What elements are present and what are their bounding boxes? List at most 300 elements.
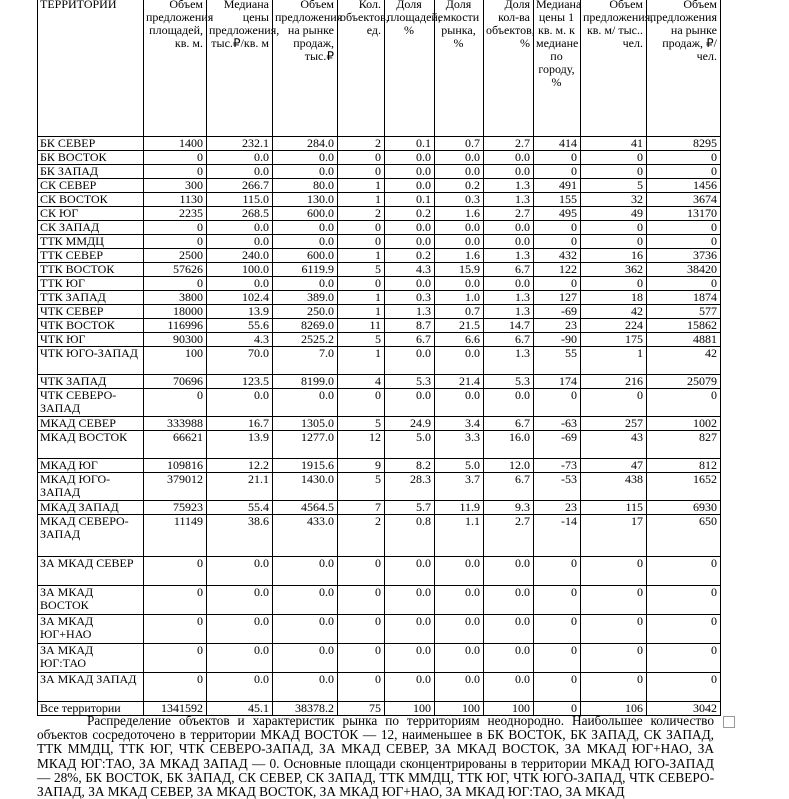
- table-row: [38, 673, 721, 702]
- value-cell: 12.0: [484, 459, 534, 473]
- value-cell: 5.0: [435, 459, 484, 473]
- value-cell: 70696: [144, 375, 207, 389]
- value-cell: 0.0: [484, 586, 534, 615]
- header-col-4: Кол. объектов, ед.: [338, 0, 385, 137]
- territory-name-cell: МКАД СЕВЕР: [38, 417, 144, 431]
- header-col-5: Доля площадей, %: [385, 0, 435, 137]
- territory-name-cell: СК СЕВЕР: [38, 179, 144, 193]
- territory-name-cell: МКАД СЕВЕРО-ЗАПАД: [38, 515, 144, 557]
- value-cell: 0: [144, 389, 207, 417]
- table-row: [38, 291, 721, 305]
- table-row: [38, 263, 721, 277]
- value-cell: 122: [534, 263, 581, 277]
- value-cell: 16.0: [484, 431, 534, 459]
- value-cell: 38420: [647, 263, 721, 277]
- value-cell: 0: [338, 557, 385, 586]
- value-cell: 0: [338, 235, 385, 249]
- table-row: [38, 644, 721, 673]
- territory-market-table: [37, 0, 721, 716]
- value-cell: 1.0: [435, 291, 484, 305]
- value-cell: 90300: [144, 333, 207, 347]
- value-cell: 1: [338, 249, 385, 263]
- value-cell: 0.2: [435, 179, 484, 193]
- value-cell: 577: [647, 305, 721, 319]
- value-cell: 0: [338, 673, 385, 702]
- territory-name-cell: ТТК ВОСТОК: [38, 263, 144, 277]
- value-cell: 0.0: [207, 644, 273, 673]
- value-cell: 18000: [144, 305, 207, 319]
- value-cell: 5.3: [385, 375, 435, 389]
- table-row: [38, 249, 721, 263]
- value-cell: 0.1: [385, 193, 435, 207]
- value-cell: 0.3: [435, 193, 484, 207]
- value-cell: 250.0: [273, 305, 338, 319]
- territory-name-cell: ЗА МКАД СЕВЕР: [38, 557, 144, 586]
- value-cell: 0.0: [435, 277, 484, 291]
- territory-name-cell: МКАД ВОСТОК: [38, 431, 144, 459]
- header-col-6: Доля емкости рынка, %: [435, 0, 484, 137]
- value-cell: 14.7: [484, 319, 534, 333]
- value-cell: 491: [534, 179, 581, 193]
- value-cell: 300: [144, 179, 207, 193]
- value-cell: 0: [581, 165, 647, 179]
- value-cell: 0: [144, 165, 207, 179]
- territory-name-cell: ЗА МКАД ВОСТОК: [38, 586, 144, 615]
- value-cell: 0: [144, 277, 207, 291]
- value-cell: 6.7: [484, 263, 534, 277]
- territory-name-cell: ТТК ЗАПАД: [38, 291, 144, 305]
- value-cell: 55: [534, 347, 581, 375]
- value-cell: 3042: [647, 702, 721, 716]
- value-cell: 13170: [647, 207, 721, 221]
- value-cell: 16: [581, 249, 647, 263]
- value-cell: 0.0: [273, 615, 338, 644]
- territory-name-cell: ЗА МКАД ЮГ:ТАО: [38, 644, 144, 673]
- value-cell: 0.0: [435, 673, 484, 702]
- table-row: [38, 221, 721, 235]
- value-cell: 1130: [144, 193, 207, 207]
- table-row: [38, 586, 721, 615]
- territory-name-cell: ЧТК ЗАПАД: [38, 375, 144, 389]
- value-cell: 0.8: [385, 515, 435, 557]
- value-cell: 127: [534, 291, 581, 305]
- value-cell: 2235: [144, 207, 207, 221]
- value-cell: 0.0: [385, 151, 435, 165]
- value-cell: 55.6: [207, 319, 273, 333]
- value-cell: 12: [338, 431, 385, 459]
- value-cell: 2: [338, 515, 385, 557]
- value-cell: 1.3: [385, 305, 435, 319]
- value-cell: 0.0: [273, 151, 338, 165]
- territory-name-cell: ТТК СЕВЕР: [38, 249, 144, 263]
- value-cell: 0.2: [385, 249, 435, 263]
- value-cell: 0.2: [385, 207, 435, 221]
- value-cell: 0.0: [484, 557, 534, 586]
- value-cell: 0.0: [273, 557, 338, 586]
- value-cell: 24.9: [385, 417, 435, 431]
- table-row: [38, 179, 721, 193]
- value-cell: 0.0: [207, 165, 273, 179]
- value-cell: 0: [581, 586, 647, 615]
- value-cell: 4881: [647, 333, 721, 347]
- value-cell: 1.6: [435, 249, 484, 263]
- value-cell: 0: [581, 389, 647, 417]
- value-cell: -73: [534, 459, 581, 473]
- value-cell: 1456: [647, 179, 721, 193]
- territory-name-cell: БК СЕВЕР: [38, 137, 144, 151]
- analysis-paragraph: Распределение объектов и характеристик рынка по территориям неоднородно. Наибольшее количество объектов сосредоточено в территории МКАД ВОСТОК — 12, наименьшее в БК ВОСТОК, БК ЗАПАД, СК ЗАПАД, ТТК ММДЦ, ТТК ЮГ, ЧТК СЕВЕРО-ЗАПАД, ЗА МКАД СЕВЕР, ЗА МКАД ВОСТОК, ЗА МКАД ЮГ+НАО, ЗА МКАД ЮГ:ТАО, ЗА МКАД ЗАПАД — 0. Основные площади сконцентрированы в территории МКАД ЮГО-ЗАПАД — 28%, БК ВОСТОК, БК ЗАПАД, СК СЕВЕР, СК ЗАПАД, ТТК ММДЦ, ТТК ЮГ, ЧТК ЮГО-ЗАПАД, ЧТК СЕВЕРО-ЗАПАД, ЗА МКАД СЕВЕР, ЗА МКАД ВОСТОК, ЗА МКАД ЮГ+НАО, ЗА МКАД ЮГ:ТАО, ЗА МКАД: [37, 713, 714, 799]
- value-cell: 0.0: [207, 277, 273, 291]
- value-cell: 70.0: [207, 347, 273, 375]
- header-col-3: Объем предложения на рынке продаж, тыс.₽: [273, 0, 338, 137]
- value-cell: 362: [581, 263, 647, 277]
- value-cell: 0: [144, 235, 207, 249]
- value-cell: 1.3: [484, 179, 534, 193]
- value-cell: 6.7: [484, 473, 534, 501]
- table-row: [38, 473, 721, 501]
- value-cell: 0: [534, 557, 581, 586]
- value-cell: 379012: [144, 473, 207, 501]
- value-cell: 0.0: [273, 673, 338, 702]
- value-cell: 0: [144, 586, 207, 615]
- value-cell: 257: [581, 417, 647, 431]
- value-cell: 15862: [647, 319, 721, 333]
- value-cell: 232.1: [207, 137, 273, 151]
- table-row: [38, 333, 721, 347]
- value-cell: 0.0: [435, 557, 484, 586]
- value-cell: 38.6: [207, 515, 273, 557]
- value-cell: 216: [581, 375, 647, 389]
- table-row: [38, 165, 721, 179]
- value-cell: -69: [534, 431, 581, 459]
- value-cell: 3.4: [435, 417, 484, 431]
- value-cell: 0: [534, 165, 581, 179]
- territory-name-cell: СК ЗАПАД: [38, 221, 144, 235]
- table-row: [38, 615, 721, 644]
- value-cell: 0: [144, 151, 207, 165]
- value-cell: 0.0: [207, 151, 273, 165]
- value-cell: 0.0: [435, 347, 484, 375]
- value-cell: 0.0: [484, 165, 534, 179]
- value-cell: 0.0: [385, 235, 435, 249]
- value-cell: 0.0: [484, 221, 534, 235]
- value-cell: 0.0: [207, 615, 273, 644]
- value-cell: 80.0: [273, 179, 338, 193]
- value-cell: 55.4: [207, 501, 273, 515]
- value-cell: 0: [144, 557, 207, 586]
- value-cell: 3674: [647, 193, 721, 207]
- value-cell: 0: [534, 389, 581, 417]
- value-cell: 0: [581, 615, 647, 644]
- value-cell: 0.0: [435, 221, 484, 235]
- value-cell: 100: [484, 702, 534, 716]
- value-cell: 49: [581, 207, 647, 221]
- value-cell: 0.0: [484, 644, 534, 673]
- table-row: [38, 347, 721, 375]
- value-cell: 0: [534, 277, 581, 291]
- territory-name-cell: ЧТК СЕВЕРО-ЗАПАД: [38, 389, 144, 417]
- value-cell: 1: [581, 347, 647, 375]
- value-cell: 0: [581, 557, 647, 586]
- value-cell: 0.0: [385, 389, 435, 417]
- territory-name-cell: ЗА МКАД ЮГ+НАО: [38, 615, 144, 644]
- value-cell: 0: [338, 586, 385, 615]
- value-cell: 4.3: [207, 333, 273, 347]
- value-cell: 0: [581, 235, 647, 249]
- value-cell: 2525.2: [273, 333, 338, 347]
- value-cell: 0.0: [385, 673, 435, 702]
- value-cell: 1.3: [484, 249, 534, 263]
- value-cell: 827: [647, 431, 721, 459]
- value-cell: 102.4: [207, 291, 273, 305]
- territory-name-cell: БК ЗАПАД: [38, 165, 144, 179]
- value-cell: 0: [144, 221, 207, 235]
- value-cell: 0.7: [435, 137, 484, 151]
- value-cell: 28.3: [385, 473, 435, 501]
- value-cell: 2.7: [484, 207, 534, 221]
- value-cell: 5: [581, 179, 647, 193]
- value-cell: 100: [144, 347, 207, 375]
- value-cell: 0: [338, 165, 385, 179]
- value-cell: 0.0: [273, 389, 338, 417]
- header-territory: ТЕРРИТОРИИ: [38, 0, 144, 137]
- value-cell: 0.0: [435, 615, 484, 644]
- value-cell: 11: [338, 319, 385, 333]
- value-cell: 0.0: [207, 673, 273, 702]
- value-cell: 0: [338, 615, 385, 644]
- table-row: [38, 235, 721, 249]
- table-row: [38, 305, 721, 319]
- value-cell: 7: [338, 501, 385, 515]
- value-cell: 100.0: [207, 263, 273, 277]
- table-row: [38, 417, 721, 431]
- value-cell: 8269.0: [273, 319, 338, 333]
- value-cell: 8.7: [385, 319, 435, 333]
- value-cell: 0.0: [435, 586, 484, 615]
- territory-name-cell: ЧТК СЕВЕР: [38, 305, 144, 319]
- value-cell: 0.0: [273, 586, 338, 615]
- header-col-1: Объем предложения площадей, кв. м.: [144, 0, 207, 137]
- value-cell: 0: [647, 235, 721, 249]
- table-row: [38, 459, 721, 473]
- value-cell: 6.6: [435, 333, 484, 347]
- header-col-10: Объем предложения на рынке продаж, ₽/чел.: [647, 0, 721, 137]
- value-cell: 0.0: [435, 644, 484, 673]
- value-cell: 6.7: [385, 333, 435, 347]
- value-cell: 1400: [144, 137, 207, 151]
- value-cell: 11.9: [435, 501, 484, 515]
- value-cell: 268.5: [207, 207, 273, 221]
- value-cell: 0.0: [385, 586, 435, 615]
- value-cell: 0.0: [273, 235, 338, 249]
- value-cell: 1: [338, 193, 385, 207]
- value-cell: 4.3: [385, 263, 435, 277]
- value-cell: 0.0: [435, 165, 484, 179]
- value-cell: 13.9: [207, 305, 273, 319]
- territory-name-cell: ЗА МКАД ЗАПАД: [38, 673, 144, 702]
- value-cell: 6930: [647, 501, 721, 515]
- value-cell: 2500: [144, 249, 207, 263]
- value-cell: 1002: [647, 417, 721, 431]
- value-cell: 0: [338, 389, 385, 417]
- table-row: [38, 389, 721, 417]
- value-cell: 0: [534, 221, 581, 235]
- value-cell: 0.0: [435, 389, 484, 417]
- value-cell: 0: [647, 165, 721, 179]
- value-cell: 47: [581, 459, 647, 473]
- value-cell: 1: [338, 291, 385, 305]
- content-control-handle[interactable]: [723, 716, 735, 728]
- value-cell: 16.7: [207, 417, 273, 431]
- value-cell: 75923: [144, 501, 207, 515]
- value-cell: -14: [534, 515, 581, 557]
- value-cell: 4: [338, 375, 385, 389]
- value-cell: 333988: [144, 417, 207, 431]
- table-body: [38, 137, 721, 716]
- value-cell: 0.0: [435, 151, 484, 165]
- value-cell: 240.0: [207, 249, 273, 263]
- value-cell: 116996: [144, 319, 207, 333]
- value-cell: 0: [144, 673, 207, 702]
- value-cell: 6.7: [484, 417, 534, 431]
- value-cell: 0.7: [435, 305, 484, 319]
- value-cell: 5: [338, 417, 385, 431]
- value-cell: 17: [581, 515, 647, 557]
- value-cell: 0.3: [385, 291, 435, 305]
- value-cell: 600.0: [273, 249, 338, 263]
- table-row: [38, 501, 721, 515]
- value-cell: 13.9: [207, 431, 273, 459]
- value-cell: 495: [534, 207, 581, 221]
- territory-name-cell: ЧТК ВОСТОК: [38, 319, 144, 333]
- territory-name-cell: ЧТК ЮГ: [38, 333, 144, 347]
- value-cell: 174: [534, 375, 581, 389]
- value-cell: 0: [534, 586, 581, 615]
- territory-name-cell: Все территории: [38, 702, 144, 716]
- value-cell: 3.3: [435, 431, 484, 459]
- value-cell: 0.0: [207, 235, 273, 249]
- value-cell: 812: [647, 459, 721, 473]
- value-cell: 0.0: [484, 277, 534, 291]
- value-cell: 0: [581, 221, 647, 235]
- value-cell: 0.0: [484, 615, 534, 644]
- value-cell: 21.4: [435, 375, 484, 389]
- value-cell: 5: [338, 333, 385, 347]
- value-cell: 0.0: [484, 389, 534, 417]
- value-cell: 75: [338, 702, 385, 716]
- value-cell: 0.0: [207, 557, 273, 586]
- table-row: [38, 319, 721, 333]
- table-row: [38, 207, 721, 221]
- value-cell: 0: [534, 235, 581, 249]
- value-cell: 100: [435, 702, 484, 716]
- value-cell: 15.9: [435, 263, 484, 277]
- territory-name-cell: СК ЮГ: [38, 207, 144, 221]
- value-cell: 0: [534, 615, 581, 644]
- value-cell: 0.0: [273, 277, 338, 291]
- value-cell: 284.0: [273, 137, 338, 151]
- value-cell: 1652: [647, 473, 721, 501]
- value-cell: 2: [338, 137, 385, 151]
- value-cell: 100: [385, 702, 435, 716]
- value-cell: 3.7: [435, 473, 484, 501]
- value-cell: 0: [647, 151, 721, 165]
- value-cell: 0: [338, 221, 385, 235]
- value-cell: 0.0: [273, 644, 338, 673]
- value-cell: 0.0: [385, 179, 435, 193]
- territory-name-cell: ТТК ММДЦ: [38, 235, 144, 249]
- value-cell: 23: [534, 319, 581, 333]
- value-cell: 0: [647, 557, 721, 586]
- value-cell: 414: [534, 137, 581, 151]
- value-cell: 0: [338, 277, 385, 291]
- value-cell: 0: [581, 277, 647, 291]
- value-cell: 0: [534, 151, 581, 165]
- value-cell: 0.0: [385, 277, 435, 291]
- value-cell: 1305.0: [273, 417, 338, 431]
- value-cell: 0.0: [484, 235, 534, 249]
- value-cell: 0.0: [385, 221, 435, 235]
- value-cell: 6119.9: [273, 263, 338, 277]
- value-cell: 5: [338, 473, 385, 501]
- value-cell: 0.0: [207, 389, 273, 417]
- value-cell: 0: [581, 673, 647, 702]
- value-cell: 9: [338, 459, 385, 473]
- value-cell: 0: [534, 673, 581, 702]
- value-cell: 32: [581, 193, 647, 207]
- value-cell: 650: [647, 515, 721, 557]
- value-cell: 1.6: [435, 207, 484, 221]
- value-cell: 6.7: [484, 333, 534, 347]
- value-cell: 1.3: [484, 291, 534, 305]
- value-cell: 21.1: [207, 473, 273, 501]
- value-cell: 130.0: [273, 193, 338, 207]
- value-cell: 7.0: [273, 347, 338, 375]
- table-row: [38, 277, 721, 291]
- value-cell: 0: [338, 644, 385, 673]
- value-cell: 0: [647, 586, 721, 615]
- value-cell: 42: [581, 305, 647, 319]
- value-cell: 0: [581, 151, 647, 165]
- value-cell: 8295: [647, 137, 721, 151]
- value-cell: 0: [338, 151, 385, 165]
- table-row: [38, 375, 721, 389]
- value-cell: 0: [581, 644, 647, 673]
- value-cell: 115.0: [207, 193, 273, 207]
- value-cell: 0.0: [207, 586, 273, 615]
- value-cell: 0.0: [484, 673, 534, 702]
- value-cell: 155: [534, 193, 581, 207]
- value-cell: 115: [581, 501, 647, 515]
- value-cell: 3736: [647, 249, 721, 263]
- value-cell: 433.0: [273, 515, 338, 557]
- value-cell: 1874: [647, 291, 721, 305]
- table-row: [38, 137, 721, 151]
- territory-name-cell: МКАД ЮГ: [38, 459, 144, 473]
- value-cell: 2.7: [484, 515, 534, 557]
- value-cell: 2.7: [484, 137, 534, 151]
- value-cell: 1915.6: [273, 459, 338, 473]
- value-cell: 8.2: [385, 459, 435, 473]
- value-cell: 57626: [144, 263, 207, 277]
- value-cell: 8199.0: [273, 375, 338, 389]
- value-cell: 1430.0: [273, 473, 338, 501]
- value-cell: 1: [338, 347, 385, 375]
- value-cell: 438: [581, 473, 647, 501]
- value-cell: 0.0: [385, 165, 435, 179]
- value-cell: 0: [534, 644, 581, 673]
- value-cell: 0.0: [385, 644, 435, 673]
